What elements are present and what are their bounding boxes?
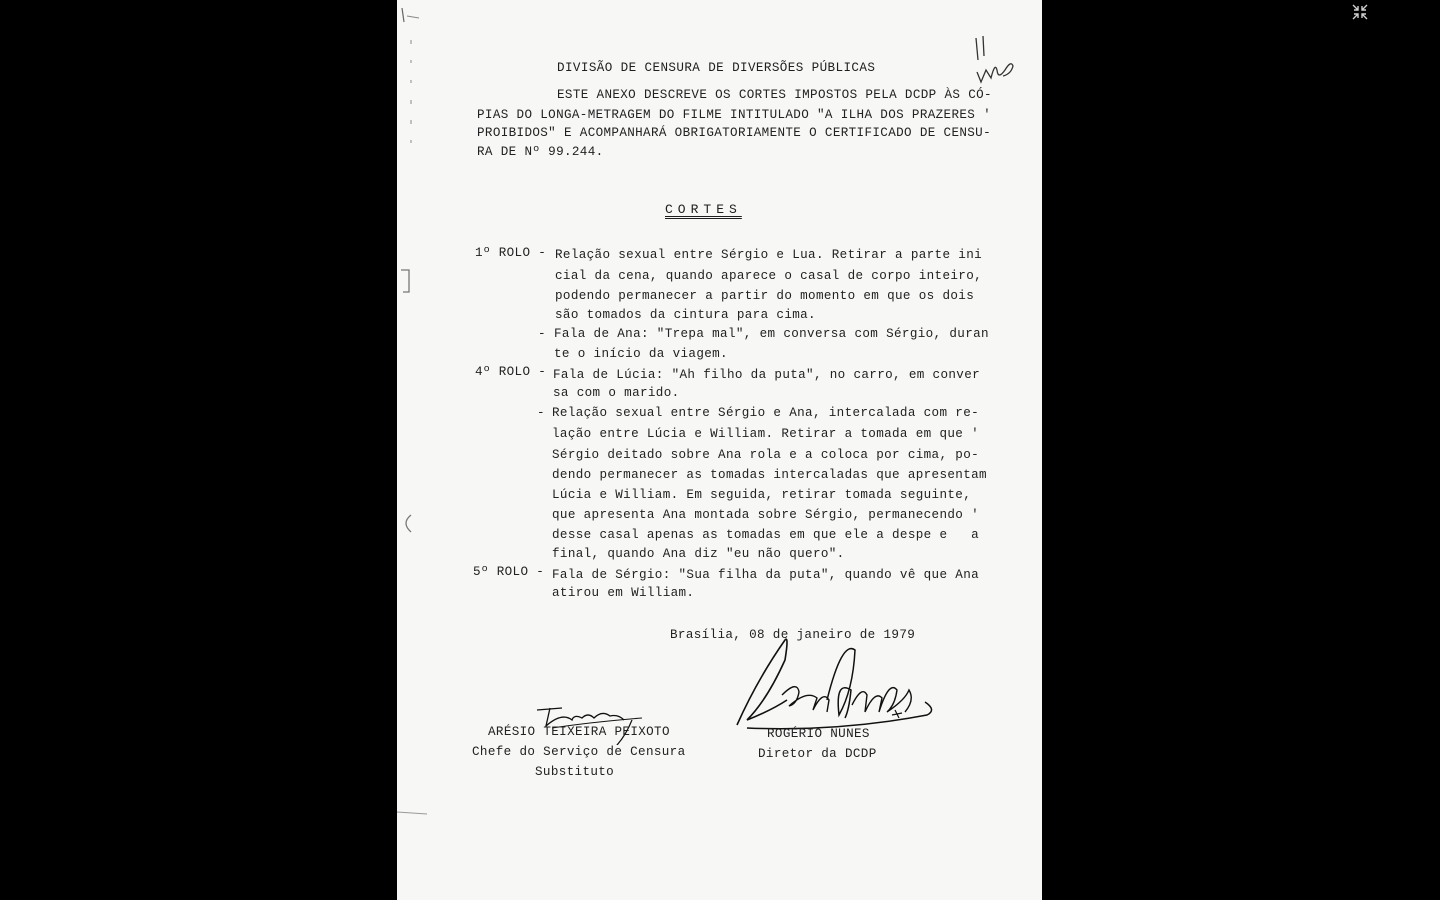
roll-4-item-1-line-1: Fala de Lúcia: "Ah filho da puta", no carro, em conver <box>553 368 981 382</box>
signatory-1-subtitle: Substituto <box>535 765 615 779</box>
intro-line-3: PROIBIDOS" E ACOMPANHARÁ OBRIGATORIAMENTE O CERTIFICADO DE CENSU- <box>477 126 991 140</box>
intro-line-2: PIAS DO LONGA-METRAGEM DO FILME INTITULADO "A ILHA DOS PRAZERES ' <box>477 108 991 122</box>
roll-1-label: 1º ROLO - <box>475 246 547 260</box>
roll-4-item-2-line-3: Sérgio deitado sobre Ana rola e a coloca por cima, po- <box>552 448 980 462</box>
roll-4-label: 4º ROLO - <box>475 365 547 379</box>
intro-line-4: RA DE Nº 99.244. <box>477 145 604 159</box>
roll-1-item-1-line-2: cial da cena, quando aparece o casal de corpo inteiro, <box>555 269 983 283</box>
roll-5-item-1-line-1: Fala de Sérgio: "Sua filha da puta", quando vê que Ana <box>552 568 980 582</box>
roll-1-item-2-line-2: te o início da viagem. <box>554 347 728 361</box>
roll-4-item-2-dash: - <box>537 406 545 420</box>
roll-1-item-2-dash: - <box>538 327 546 341</box>
scanned-document-page <box>397 0 1042 900</box>
roll-4-item-2-line-7: desse casal apenas as tomadas em que ele a despe e a <box>552 528 980 542</box>
handwritten-note <box>967 32 1027 87</box>
signatory-1-title: Chefe do Serviço de Censura <box>472 745 686 759</box>
roll-4-item-1-line-2: sa com o marido. <box>553 386 680 400</box>
signatory-1-name: ARÉSIO TEIXEIRA PEIXOTO <box>488 725 670 739</box>
section-title-cortes: CORTES <box>665 202 742 217</box>
roll-4-item-2-line-2: lação entre Lúcia e William. Retirar a tomada em que ' <box>552 427 980 441</box>
roll-5-label: 5º ROLO - <box>473 565 545 579</box>
roll-4-item-2-line-4: dendo permanecer as tomadas intercaladas que apresentam <box>552 468 987 482</box>
roll-4-item-2-line-5: Lúcia e William. Em seguida, retirar tomada seguinte, <box>552 488 972 502</box>
roll-1-item-1-line-4: são tomados da cintura para cima. <box>555 308 816 322</box>
roll-5-item-1-line-2: atirou em William. <box>552 586 695 600</box>
date-line: Brasília, 08 de janeiro de 1979 <box>670 628 916 642</box>
roll-4-item-2-line-6: que apresenta Ana montada sobre Sérgio, permanecendo ' <box>552 508 980 522</box>
scan-margin-marks <box>397 0 437 900</box>
signatory-2-title: Diretor da DCDP <box>758 747 877 761</box>
collapse-arrows-icon[interactable] <box>1350 3 1370 21</box>
roll-1-item-1-line-1: Relação sexual entre Sérgio e Lua. Retirar a parte ini <box>555 248 983 262</box>
roll-1-item-1-line-3: podendo permanecer a partir do momento em que os dois <box>555 289 975 303</box>
document-heading: DIVISÃO DE CENSURA DE DIVERSÕES PÚBLICAS <box>557 61 876 75</box>
roll-1-item-2-line-1: Fala de Ana: "Trepa mal", em conversa com Sérgio, duran <box>554 327 989 341</box>
intro-line-1: ESTE ANEXO DESCREVE OS CORTES IMPOSTOS PELA DCDP ÀS CÓ- <box>557 88 992 102</box>
roll-4-item-2-line-1: Relação sexual entre Sérgio e Ana, intercalada com re- <box>552 406 980 420</box>
roll-4-item-2-line-8: final, quando Ana diz "eu não quero". <box>552 547 845 561</box>
signatory-2-name: ROGÉRIO NUNES <box>767 727 870 741</box>
